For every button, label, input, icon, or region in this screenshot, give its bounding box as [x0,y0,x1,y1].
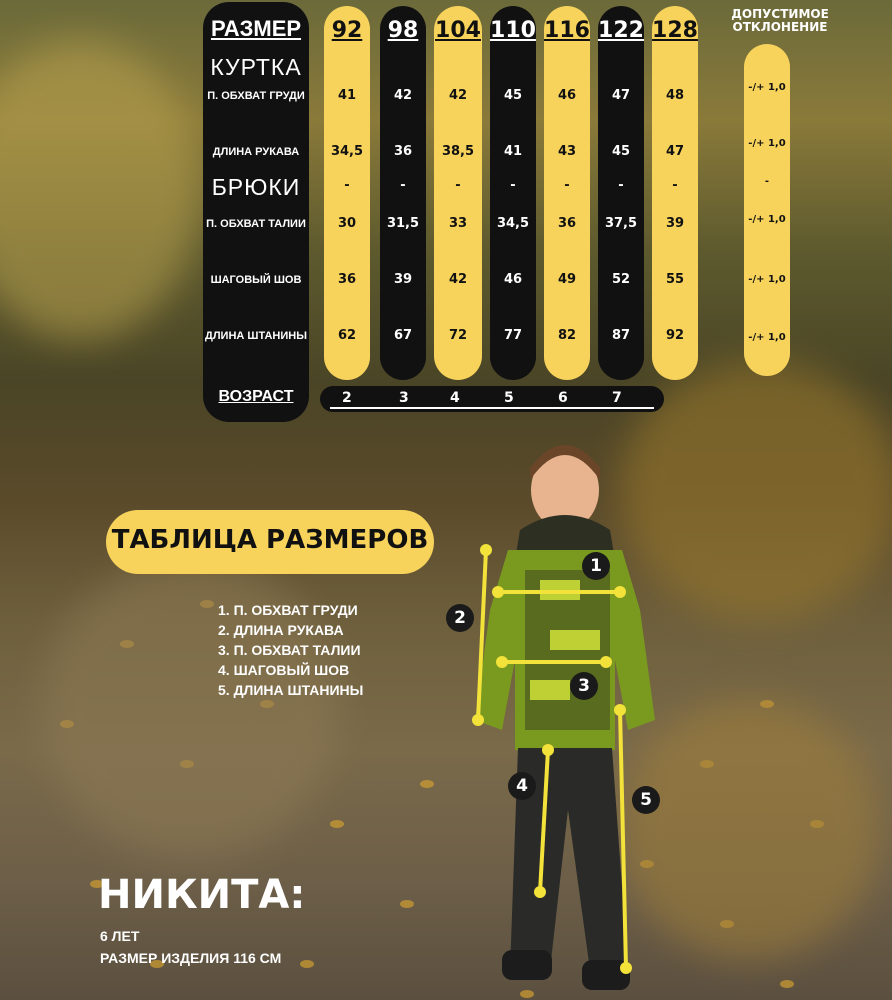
marker-inseam: 4 [508,772,536,800]
inseam-value: 42 [448,272,468,287]
tolerance-inseam: -/+ 1,0 [748,274,786,285]
age-value: 6 [558,390,568,406]
tolerance-chest: -/+ 1,0 [748,82,786,93]
legend-item: 4. ШАГОВЫЙ ШОВ [218,662,350,678]
legend-item: 3. П. ОБХВАТ ТАЛИИ [218,642,361,658]
waist-value: 36 [557,216,577,231]
fallen-leaf [400,900,414,908]
label-inseam: ШАГОВЫЙ ШОВ [210,274,302,286]
model-age: 6 ЛЕТ [100,928,140,944]
age-header: ВОЗРАСТ [218,388,294,405]
chest-value: 46 [557,88,577,103]
legend-item: 2. ДЛИНА РУКАВА [218,622,344,638]
age-value: 5 [504,390,514,406]
model-size: РАЗМЕР ИЗДЕЛИЯ 116 СМ [100,950,282,966]
waist-value: 39 [665,216,685,231]
tolerance-column [744,44,790,376]
jacket-header: КУРТКА [210,54,302,80]
marker-chest: 1 [582,552,610,580]
page-title: ТАБЛИЦА РАЗМЕРОВ [111,525,429,555]
sleeve-value: 38,5 [441,144,475,159]
chest-value: 41 [337,88,357,103]
size-column [490,6,536,380]
pants-value: - [510,178,516,193]
pants-header: БРЮКИ [211,174,301,200]
inseam-value: 52 [611,272,631,287]
pants-value: - [672,178,678,193]
title-banner [106,510,434,574]
age-value: 7 [612,390,622,406]
sleeve-value: 41 [503,144,523,159]
label-sleeve: ДЛИНА РУКАВА [212,146,300,158]
child-model-photo [450,430,660,990]
chest-value: 45 [503,88,523,103]
legend-item: 5. ДЛИНА ШТАНИНЫ [218,682,364,698]
waist-value: 30 [337,216,357,231]
age-bar [320,386,664,412]
measurement-legend [218,600,363,700]
age-value: 2 [342,390,352,406]
size-header: РАЗМЕР [210,16,302,41]
size-value: 104 [435,18,481,43]
leg-value: 72 [448,328,468,343]
tolerance-leg: -/+ 1,0 [748,332,786,343]
sleeve-value: 34,5 [330,144,364,159]
fallen-leaf [520,990,534,998]
leg-value: 67 [393,328,413,343]
chest-value: 42 [393,88,413,103]
size-value: 116 [544,18,590,43]
chest-value: 48 [665,88,685,103]
waist-value: 34,5 [496,216,530,231]
tolerance-sleeve: -/+ 1,0 [748,138,786,149]
size-value: 92 [331,18,363,43]
waist-value: 37,5 [604,216,638,231]
waist-value: 31,5 [386,216,420,231]
label-chest: П. ОБХВАТ ГРУДИ [207,90,305,102]
fallen-leaf [420,780,434,788]
size-value: 128 [652,18,698,43]
pants-value: - [344,178,350,193]
marker-waist: 3 [570,672,598,700]
row-labels-column [203,2,309,422]
age-value: 4 [450,390,460,406]
leg-value: 82 [557,328,577,343]
sleeve-value: 36 [393,144,413,159]
size-column [652,6,698,380]
fallen-leaf [330,820,344,828]
chest-value: 42 [448,88,468,103]
size-value: 110 [490,18,536,43]
inseam-value: 49 [557,272,577,287]
fallen-leaf [300,960,314,968]
inseam-value: 55 [665,272,685,287]
inseam-value: 46 [503,272,523,287]
leg-value: 92 [665,328,685,343]
pants-value: - [400,178,406,193]
size-column [434,6,482,380]
size-column [598,6,644,380]
marker-leg: 5 [632,786,660,814]
chest-value: 47 [611,88,631,103]
pants-value: - [618,178,624,193]
leg-value: 77 [503,328,523,343]
size-value: 98 [387,18,419,43]
tolerance-waist: -/+ 1,0 [748,214,786,225]
label-waist: П. ОБХВАТ ТАЛИИ [206,218,306,230]
legend-item: 1. П. ОБХВАТ ГРУДИ [218,602,358,618]
leg-value: 62 [337,328,357,343]
leg-value: 87 [611,328,631,343]
size-value: 122 [598,18,644,43]
waist-value: 33 [448,216,468,231]
pants-value: - [455,178,461,193]
inseam-value: 36 [337,272,357,287]
model-name: НИКИТА: [98,872,306,918]
pants-value: - [564,178,570,193]
size-column [544,6,590,380]
inseam-value: 39 [393,272,413,287]
size-column [380,6,426,380]
tolerance-header: ДОПУСТИМОЕ ОТКЛОНЕНИЕ [731,7,829,34]
sleeve-value: 47 [665,144,685,159]
age-value: 3 [399,390,409,406]
tolerance-pants: - [764,176,770,187]
marker-sleeve: 2 [446,604,474,632]
background-foliage [0,40,200,340]
age-underline [330,407,654,409]
size-column [324,6,370,380]
label-leg: ДЛИНА ШТАНИНЫ [205,330,307,342]
sleeve-value: 43 [557,144,577,159]
sleeve-value: 45 [611,144,631,159]
fallen-leaf [780,980,794,988]
